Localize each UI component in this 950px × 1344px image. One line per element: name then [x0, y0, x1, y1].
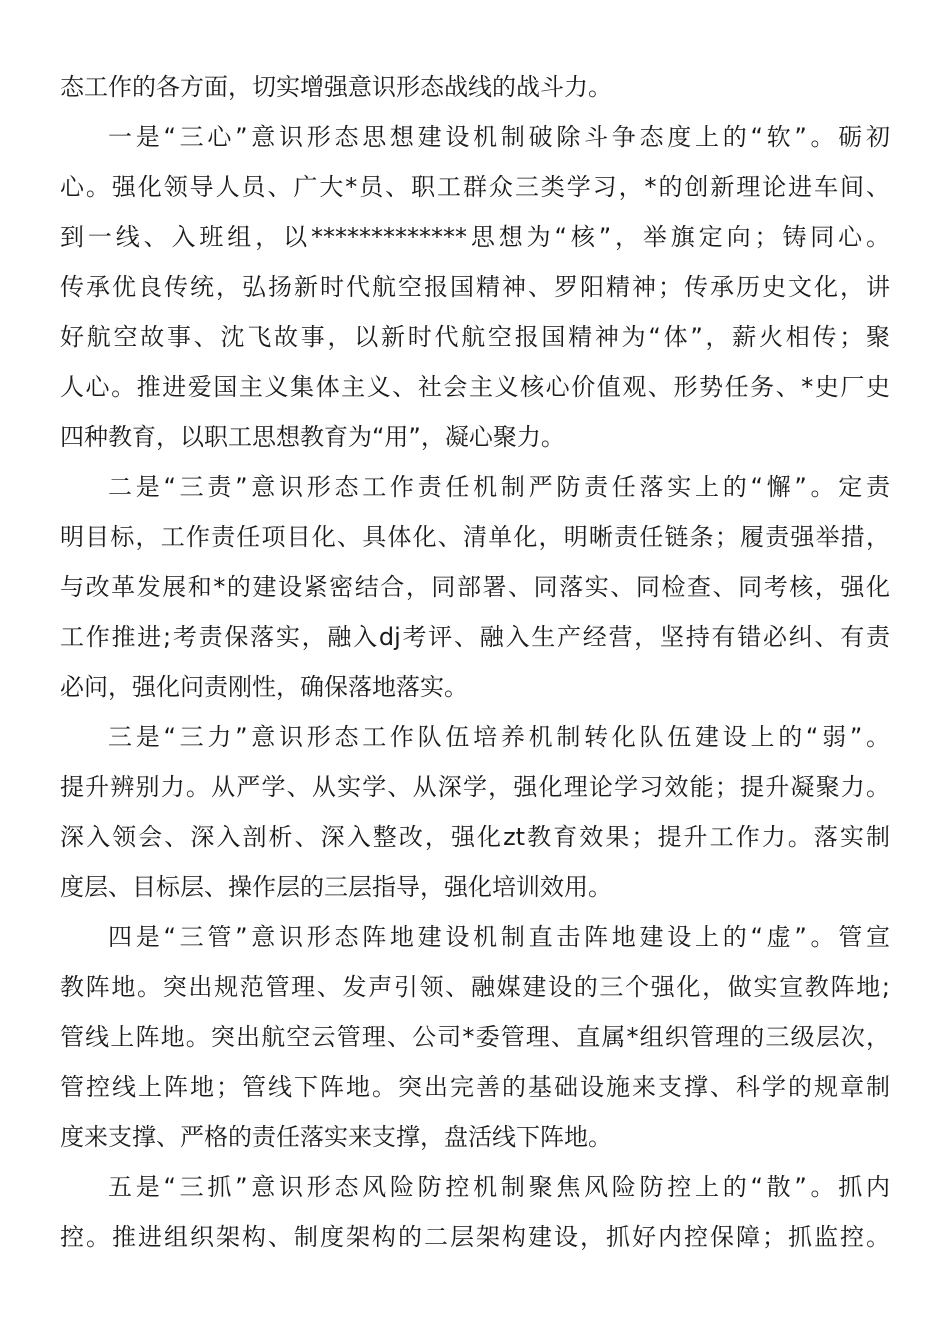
text-line: 四是“三管”意识形态阵地建设机制直击阵地建设上的“虚”。管宣	[108, 923, 890, 951]
text-line: 度层、目标层、操作层的三层指导，强化培训效用。	[60, 873, 612, 901]
text-line: 必问，强化问责刚性，确保落地落实。	[60, 673, 468, 701]
text-line: 深入领会、深入剖析、深入整改，强化zt教育效果；提升工作力。落实制	[60, 823, 890, 851]
text-line: 三是“三力”意识形态工作队伍培养机制转化队伍建设上的“弱”。	[108, 723, 890, 751]
paragraph-three-manages	[60, 912, 890, 1162]
text-line: 心。强化领导人员、广大*员、职工群众三类学习，*的创新理论进车间、	[60, 173, 890, 201]
text-line: 二是“三责”意识形态工作责任机制严防责任落实上的“懈”。定责	[108, 473, 890, 501]
text-line: 明目标，工作责任项目化、具体化、清单化，明晰责任链条；履责强举措，	[60, 523, 890, 551]
paragraph-three-grasps	[60, 1162, 890, 1262]
text-line: 好航空故事、沈飞故事，以新时代航空报国精神为“体”，薪火相传；聚	[60, 323, 890, 351]
text-line: 一是“三心”意识形态思想建设机制破除斗争态度上的“软”。砺初	[108, 123, 890, 151]
paragraph-intro-tail	[60, 62, 890, 112]
paragraph-three-powers	[60, 712, 890, 912]
text-line: 教阵地。突出规范管理、发声引领、融媒建设的三个强化，做实宣教阵地;	[60, 973, 890, 1001]
text-line: 控。推进组织架构、制度架构的二层架构建设，抓好内控保障；抓监控。	[60, 1223, 890, 1251]
document-page	[60, 62, 890, 1262]
text-line: 管控线上阵地；管线下阵地。突出完善的基础设施来支撑、科学的规章制	[60, 1073, 890, 1101]
text-line: 提升辨别力。从严学、从实学、从深学，强化理论学习效能；提升凝聚力。	[60, 773, 890, 801]
paragraph-three-responsibilities	[60, 462, 890, 712]
text-line: 五是“三抓”意识形态风险防控机制聚焦风险防控上的“散”。抓内	[108, 1173, 890, 1201]
text-line: 管线上阵地。突出航空云管理、公司*委管理、直属*组织管理的三级层次，	[60, 1023, 890, 1051]
paragraph-three-hearts	[60, 112, 890, 462]
text-line: 到一线、入班组，以*************思想为“核”，举旗定向；铸同心。	[60, 223, 890, 251]
text-line: 工作推进;考责保落实，融入dj考评、融入生产经营，坚持有错必纠、有责	[60, 623, 890, 651]
text-line: 传承优良传统，弘扬新时代航空报国精神、罗阳精神；传承历史文化，讲	[60, 273, 890, 301]
text-line: 人心。推进爱国主义集体主义、社会主义核心价值观、形势任务、*史厂史	[60, 373, 890, 401]
text-line: 与改革发展和*的建设紧密结合，同部署、同落实、同检查、同考核，强化	[60, 573, 890, 601]
text-line: 态工作的各方面，切实增强意识形态战线的战斗力。	[60, 73, 612, 101]
text-line: 度来支撑、严格的责任落实来支撑，盘活线下阵地。	[60, 1123, 612, 1151]
text-line: 四种教育，以职工思想教育为“用”，凝心聚力。	[60, 423, 565, 451]
